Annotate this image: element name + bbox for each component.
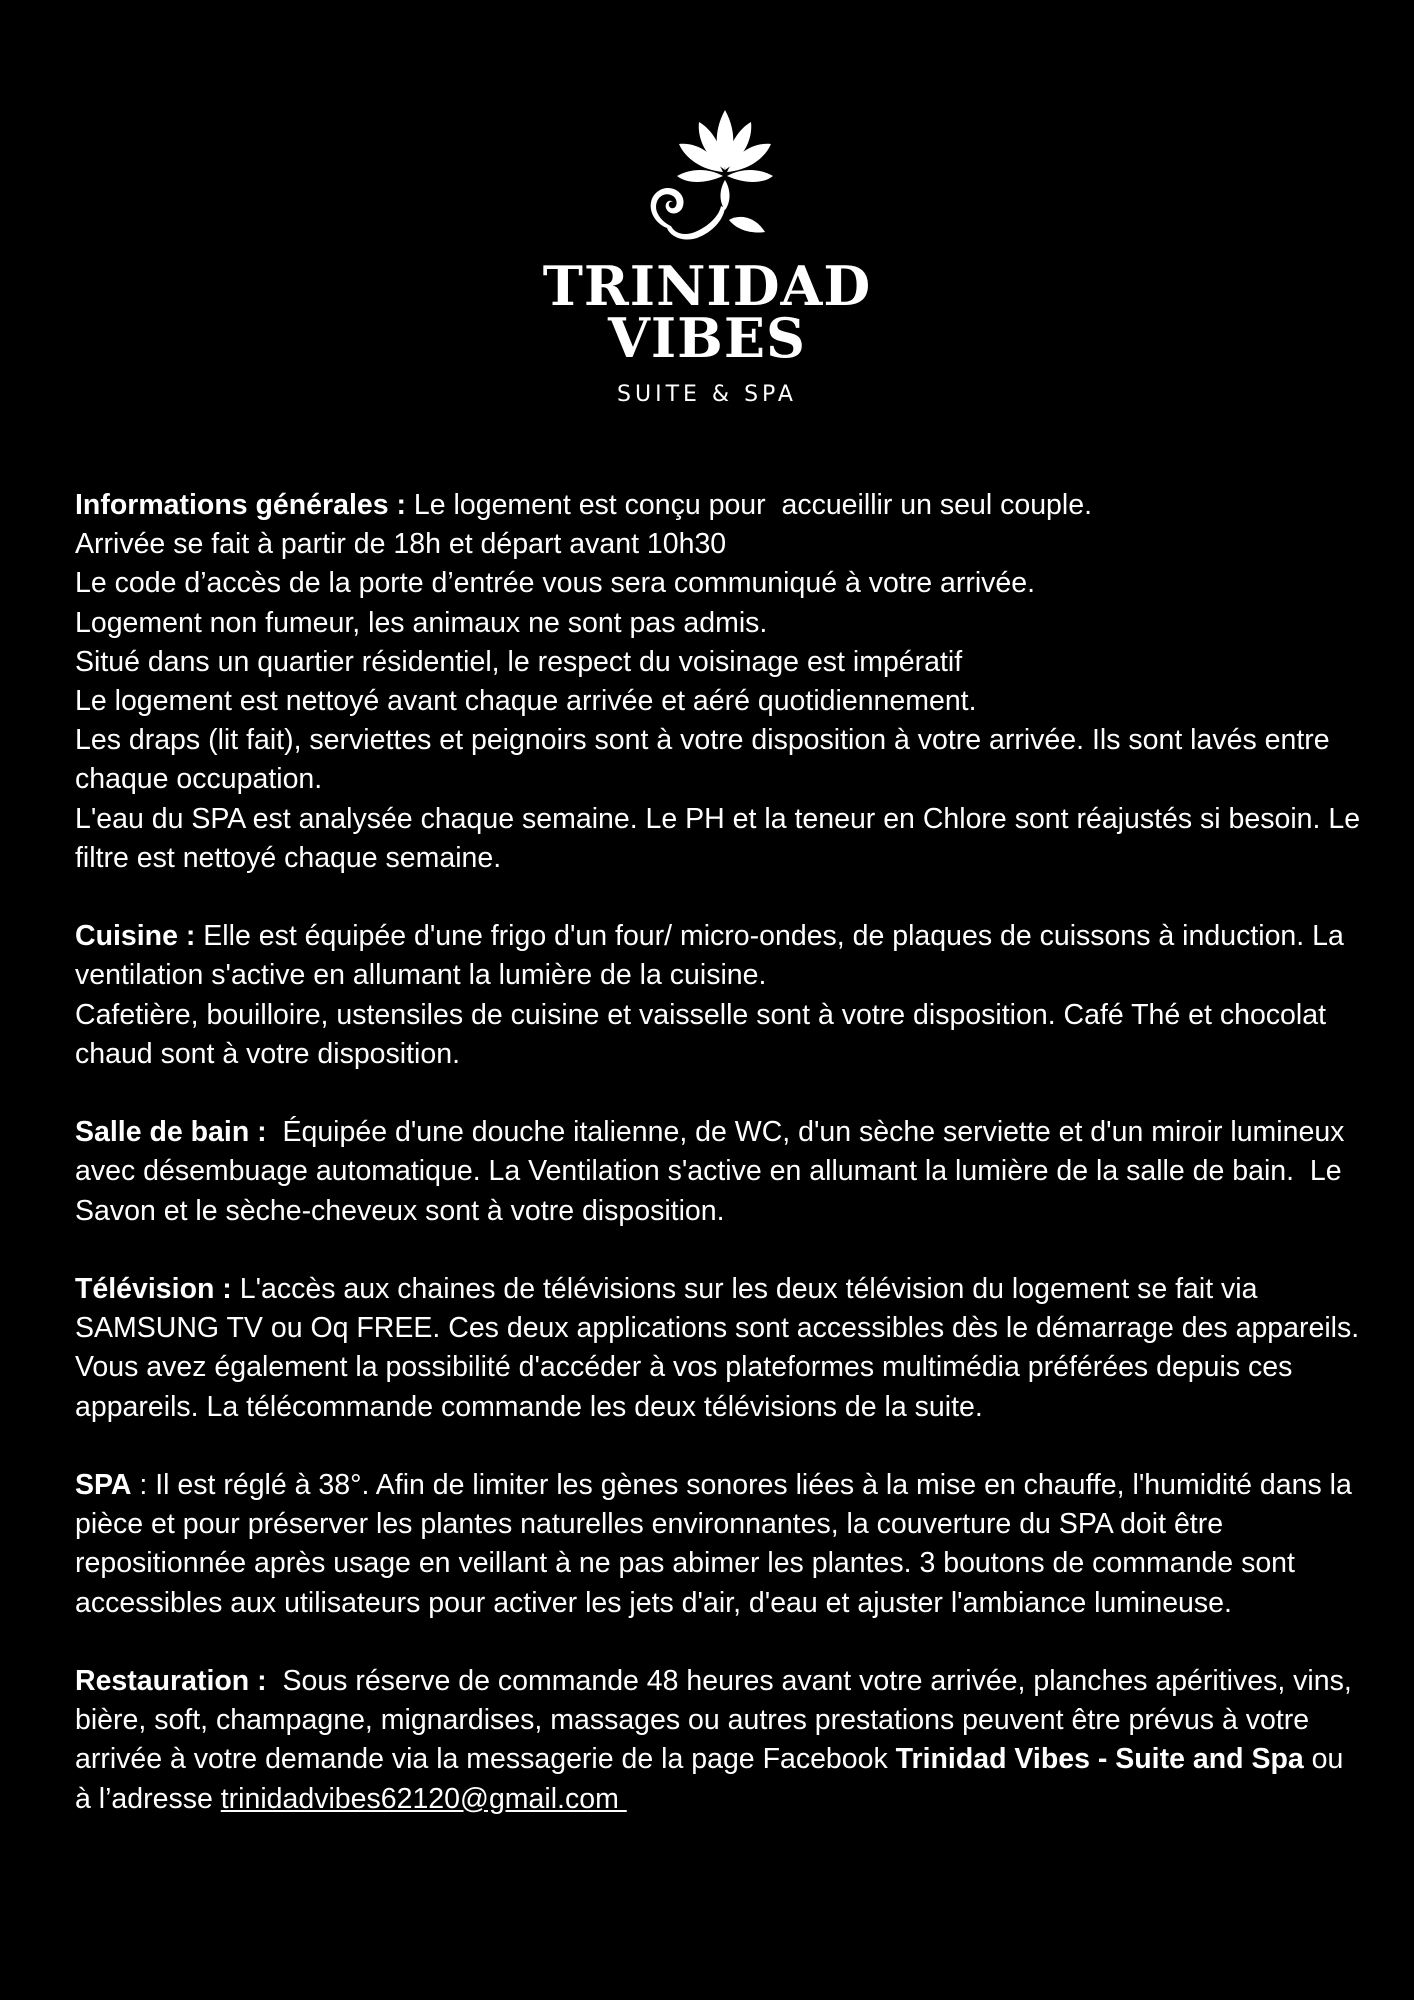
section-kitchen bbox=[75, 917, 1365, 1074]
catering-intro-line bbox=[75, 1662, 1365, 1819]
section-heading: Restauration : bbox=[75, 1665, 267, 1698]
section-bathroom bbox=[75, 1113, 1365, 1231]
section-catering bbox=[75, 1662, 1365, 1819]
paragraph-line: Les draps (lit fait), serviettes et peignoirs sont à votre disposition à votre arrivée. Ils sont lavés entre chaque occupation. bbox=[75, 724, 1338, 796]
house-rules-document bbox=[75, 486, 1368, 1858]
section-text: ou à l’adresse bbox=[75, 1743, 1352, 1815]
section-heading: Cuisine : bbox=[75, 920, 196, 953]
brand-name-line2: VIBES bbox=[608, 306, 806, 370]
section-text: : Il est réglé à 38°. Afin de limiter les gènes sonores liées à la mise en chauffe, l'humidité dans la pièce et pour préserver les plantes naturelles environnantes, la couverture du SPA doit être repositionnée après usage en veillant à ne pas abimer les plantes. 3 boutons de commande sont accessibles aux utilisateurs pour activer les jets d'air, d'eau et ajuster l'ambiance lumineuse. bbox=[75, 1469, 1360, 1619]
brand-logo bbox=[0, 110, 1414, 407]
paragraph-line: Logement non fumeur, les animaux ne sont pas admis. bbox=[75, 606, 768, 639]
paragraph-line: L'eau du SPA est analysée chaque semaine. Le PH et la teneur en Chlore sont réajustés si besoin. Le filtre est nettoyé chaque semaine. bbox=[75, 802, 1368, 874]
section-heading: Informations générales : bbox=[75, 489, 406, 521]
section-text: Le logement est conçu pour accueillir un seul couple. bbox=[406, 489, 1092, 521]
television-intro-line bbox=[75, 1270, 1368, 1427]
brand-subtitle: SUITE & SPA bbox=[617, 382, 797, 407]
section-heading: Salle de bain : bbox=[75, 1116, 267, 1149]
brand-name-line1: TRINIDAD bbox=[542, 254, 872, 318]
spa-intro-line bbox=[75, 1466, 1365, 1623]
email-link[interactable]: trinidadvibes62120@gmail.com bbox=[220, 1782, 627, 1815]
section-television bbox=[75, 1270, 1368, 1427]
brand-name bbox=[0, 254, 1414, 370]
paragraph-line: Arrivée se fait à partir de 18h et départ avant 10h30 bbox=[75, 528, 727, 561]
section-general-information bbox=[75, 486, 1368, 878]
paragraph-line: Le logement est nettoyé avant chaque arrivée et aéré quotidiennement. bbox=[75, 685, 977, 718]
paragraph-line: Cafetière, bouilloire, ustensiles de cuisine et vaisselle sont à votre disposition. Café Thé et chocolat chaud sont à votre disposition. bbox=[75, 998, 1334, 1070]
general-intro-line bbox=[75, 486, 1365, 525]
facebook-page-name: Trinidad Vibes - Suite and Spa bbox=[895, 1743, 1304, 1776]
section-text: Elle est équipée d'une frigo d'un four/ micro-ondes, de plaques de cuissons à induction. La ventilation s'active en allumant la lumière de la cuisine. bbox=[75, 920, 1352, 992]
section-text: Sous réserve de commande 48 heures avant votre arrivée, planches apéritives, vins, bière, soft, champagne, mignardises, massages ou autres prestations peuvent être prévus à votre arrivée à votre demande via la messagerie de la page Facebook bbox=[75, 1665, 1360, 1776]
paragraph-line: Situé dans un quartier résidentiel, le respect du voisinage est impératif bbox=[75, 645, 963, 678]
bathroom-intro-line bbox=[75, 1113, 1365, 1231]
paragraph-line: Le code d’accès de la porte d’entrée vous sera communiqué à votre arrivée. bbox=[75, 567, 1036, 600]
section-spa bbox=[75, 1466, 1365, 1623]
section-text: Équipée d'une douche italienne, de WC, d'un sèche serviette et d'un miroir lumineux avec désembuage automatique. La Ventilation s'active en allumant la lumière de la salle de bain. Le Savon et le sèche-cheveux sont à votre disposition. bbox=[75, 1116, 1353, 1227]
section-text: L'accès aux chaines de télévisions sur les deux télévision du logement se fait via SAMSUNG TV ou Oq FREE. Ces deux applications sont accessibles dès le démarrage des appareils. Vous avez également la possibilité d'accéder à vos plateformes multimédia préférées depuis ces appareils. La télécommande commande les deux télévisions de la suite. bbox=[75, 1273, 1368, 1423]
section-heading: SPA bbox=[75, 1469, 132, 1502]
section-heading: Télévision : bbox=[75, 1273, 232, 1306]
lotus-flower-icon bbox=[627, 110, 787, 260]
kitchen-intro-line bbox=[75, 917, 1365, 995]
